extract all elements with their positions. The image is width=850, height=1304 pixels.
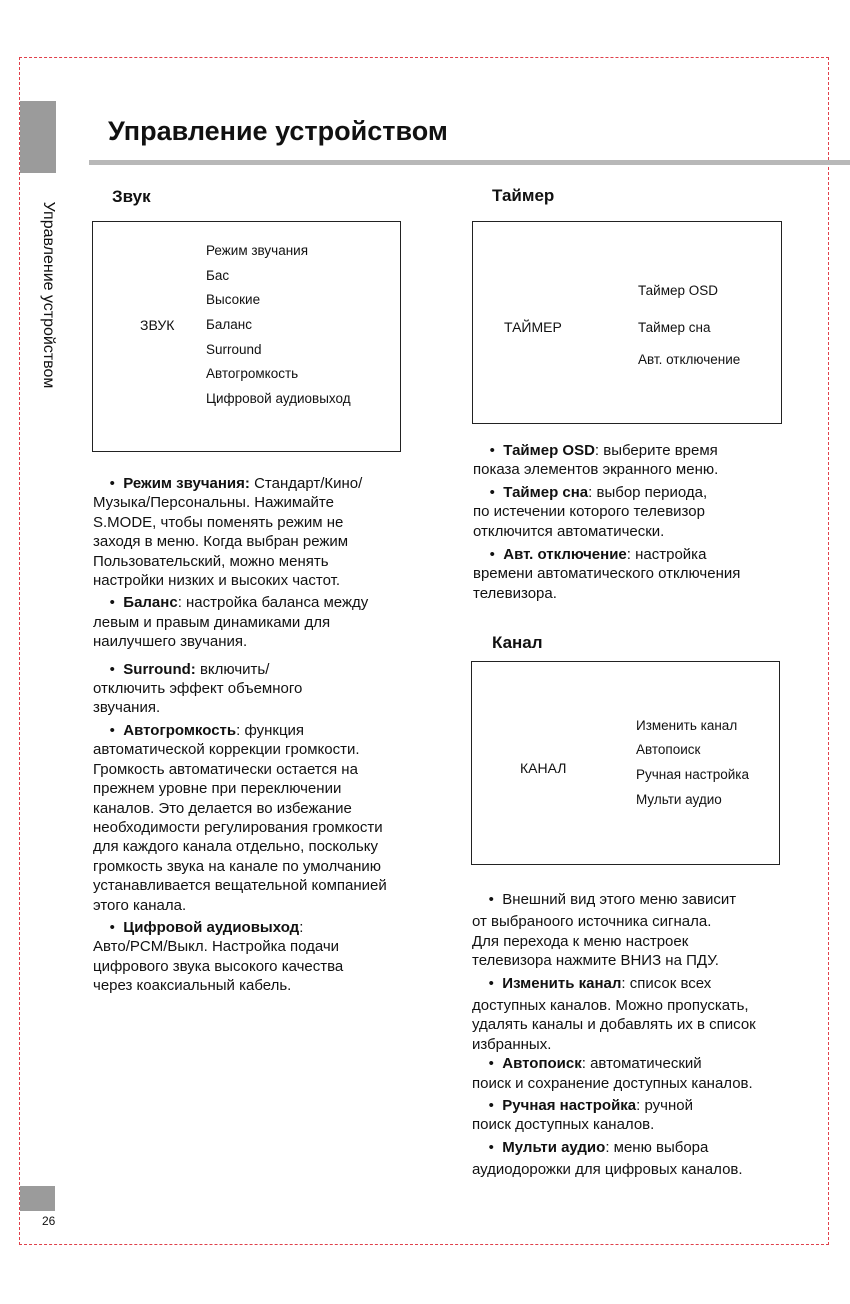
term: Авт. отключение: [503, 546, 627, 564]
line: : настройка: [626, 546, 707, 564]
paragraph: [473, 483, 823, 541]
bullet: •: [488, 1055, 494, 1073]
line: цифрового звука высокого качества: [93, 957, 344, 975]
bullet: •: [489, 442, 495, 459]
line: заходя в меню. Когда выбран режим: [93, 533, 349, 551]
line: Музыка/Персональны. Нажимайте: [93, 494, 334, 512]
line: поиск доступных каналов.: [472, 1116, 655, 1134]
line: Стандарт/Кино/: [249, 475, 363, 492]
channel-menu-label: КАНАЛ: [520, 760, 567, 776]
channel-menu-item: Мульти аудио: [636, 792, 722, 807]
sound-menu-item: Автогромкость: [206, 366, 299, 381]
term: Мульти аудио: [502, 1138, 606, 1156]
term: Автогромкость: [123, 721, 237, 739]
channel-description: [472, 890, 832, 1180]
line: : функция: [236, 721, 305, 739]
term: Таймер сна: [503, 483, 589, 501]
paragraph: [472, 974, 832, 1055]
paragraph: [93, 918, 433, 996]
line: : настройка баланса между: [177, 594, 369, 612]
line: необходимости регулирования громкости: [93, 818, 383, 836]
sound-menu-item: Высокие: [206, 292, 261, 307]
line: показа элементов экранного меню.: [473, 461, 719, 479]
line: Внешний вид этого меню зависит: [502, 891, 737, 908]
term: Баланс: [123, 594, 178, 612]
line: через коаксиальный кабель.: [93, 977, 292, 995]
line: устанавливается вещательной компанией: [93, 877, 387, 895]
page-number: 26: [42, 1214, 56, 1228]
line: по истечении которого телевизор: [473, 503, 705, 521]
bullet: •: [109, 475, 115, 492]
channel-heading: Канал: [492, 633, 543, 652]
line: : меню выбора: [605, 1138, 709, 1156]
line: : список всех: [621, 974, 712, 992]
channel-menu-item: Ручная настройка: [636, 767, 749, 782]
channel-menu-item: Автопоиск: [636, 742, 701, 757]
sound-menu-box: [92, 221, 401, 452]
timer-menu-item: Таймер OSD: [638, 283, 718, 298]
bullet: •: [109, 660, 115, 678]
timer-description: [473, 441, 823, 603]
line: поиск и сохранение доступных каналов.: [472, 1074, 753, 1092]
term: Ручная настройка: [502, 1097, 637, 1115]
line: телевизора нажмите ВНИЗ на ПДУ.: [472, 952, 719, 970]
line: левым и правым динамиками для: [93, 613, 331, 631]
line: отключится автоматически.: [473, 522, 665, 540]
bullet: •: [488, 1138, 494, 1156]
line: избранных.: [472, 1035, 552, 1053]
line: аудиодорожки для цифровых каналов.: [472, 1161, 743, 1179]
line: : автоматический: [581, 1055, 702, 1073]
line: Громкость автоматически остается на: [93, 760, 358, 778]
paragraph: [472, 1096, 832, 1135]
channel-menu-box: [471, 661, 780, 865]
line: этого канала.: [93, 896, 187, 914]
line: : выберите время: [594, 442, 718, 459]
paragraph: [472, 1054, 832, 1093]
timer-heading: Таймер: [492, 186, 555, 205]
line: от выбраноого источника сигнала.: [472, 913, 712, 931]
bullet: •: [489, 483, 495, 501]
paragraph: [472, 1138, 832, 1180]
timer-menu-label: ТАЙМЕР: [504, 319, 562, 335]
bullet: •: [488, 891, 494, 908]
line: : ручной: [636, 1097, 693, 1115]
line: для каждого канала отдельно, поскольку: [93, 838, 378, 856]
timer-menu-item: Авт. отключение: [638, 352, 741, 367]
line: включить/: [195, 660, 270, 678]
line: наилучшего звучания.: [93, 633, 248, 651]
bullet: •: [109, 594, 115, 612]
term: Изменить канал: [502, 974, 622, 992]
line: телевизора.: [473, 584, 557, 602]
term: Автопоиск: [502, 1055, 582, 1073]
timer-menu-item: Таймер сна: [638, 320, 711, 335]
page-title: Управление устройством: [108, 116, 448, 146]
line: удалять каналы и добавлять их в список: [472, 1016, 756, 1034]
line: громкость звука на канале по умолчанию: [93, 857, 382, 875]
paragraph: [93, 660, 433, 718]
line: времени автоматического отключения: [473, 565, 741, 583]
sound-menu-label: ЗВУК: [140, 317, 175, 333]
line: доступных каналов. Можно пропускать,: [472, 997, 749, 1015]
line: :: [299, 918, 304, 936]
sound-menu-item: Surround: [206, 342, 262, 357]
title-rule: [89, 160, 850, 165]
sound-description: [93, 474, 433, 996]
paragraph: [93, 593, 433, 651]
channel-menu-item: Изменить канал: [636, 718, 738, 733]
line: Пользовательский, можно менять: [93, 552, 329, 570]
paragraph: [472, 890, 832, 971]
sound-menu-item: Цифровой аудиовыход: [206, 391, 351, 406]
bullet: •: [488, 1097, 494, 1115]
bullet: •: [488, 974, 494, 992]
sound-menu-item: Режим звучания: [206, 243, 309, 258]
paragraph: [473, 545, 823, 603]
sound-menu-item: Баланс: [206, 317, 252, 332]
paragraph: [93, 474, 433, 590]
sound-menu-item: Бас: [206, 268, 230, 283]
paragraph: [93, 721, 433, 915]
bullet: •: [489, 546, 495, 564]
line: Для перехода к меню настроек: [472, 932, 689, 950]
bullet: •: [109, 721, 115, 739]
term: Surround:: [123, 660, 196, 678]
line: S.MODE, чтобы поменять режим не: [93, 513, 344, 531]
line: отключить эффект объемного: [93, 680, 303, 698]
term: Таймер OSD: [503, 442, 595, 459]
side-tab-bottom: [20, 1186, 55, 1211]
bullet: •: [109, 918, 115, 936]
line: настройки низких и высоких частот.: [93, 572, 340, 590]
sound-heading: Звук: [112, 187, 151, 206]
term: Режим звучания:: [123, 475, 250, 492]
term: Цифровой аудиовыход: [123, 918, 300, 936]
line: : выбор периода,: [588, 483, 708, 501]
side-title: Управление устройством: [40, 201, 57, 389]
line: каналов. Это делается во избежание: [93, 799, 352, 817]
line: Авто/PCM/Выкл. Настройка подачи: [93, 938, 340, 956]
line: автоматической коррекции громкости.: [93, 741, 360, 759]
line: прежнем уровне при переключении: [93, 780, 342, 798]
line: звучания.: [93, 699, 161, 717]
paragraph: [473, 441, 823, 480]
timer-menu-box: [472, 221, 782, 424]
